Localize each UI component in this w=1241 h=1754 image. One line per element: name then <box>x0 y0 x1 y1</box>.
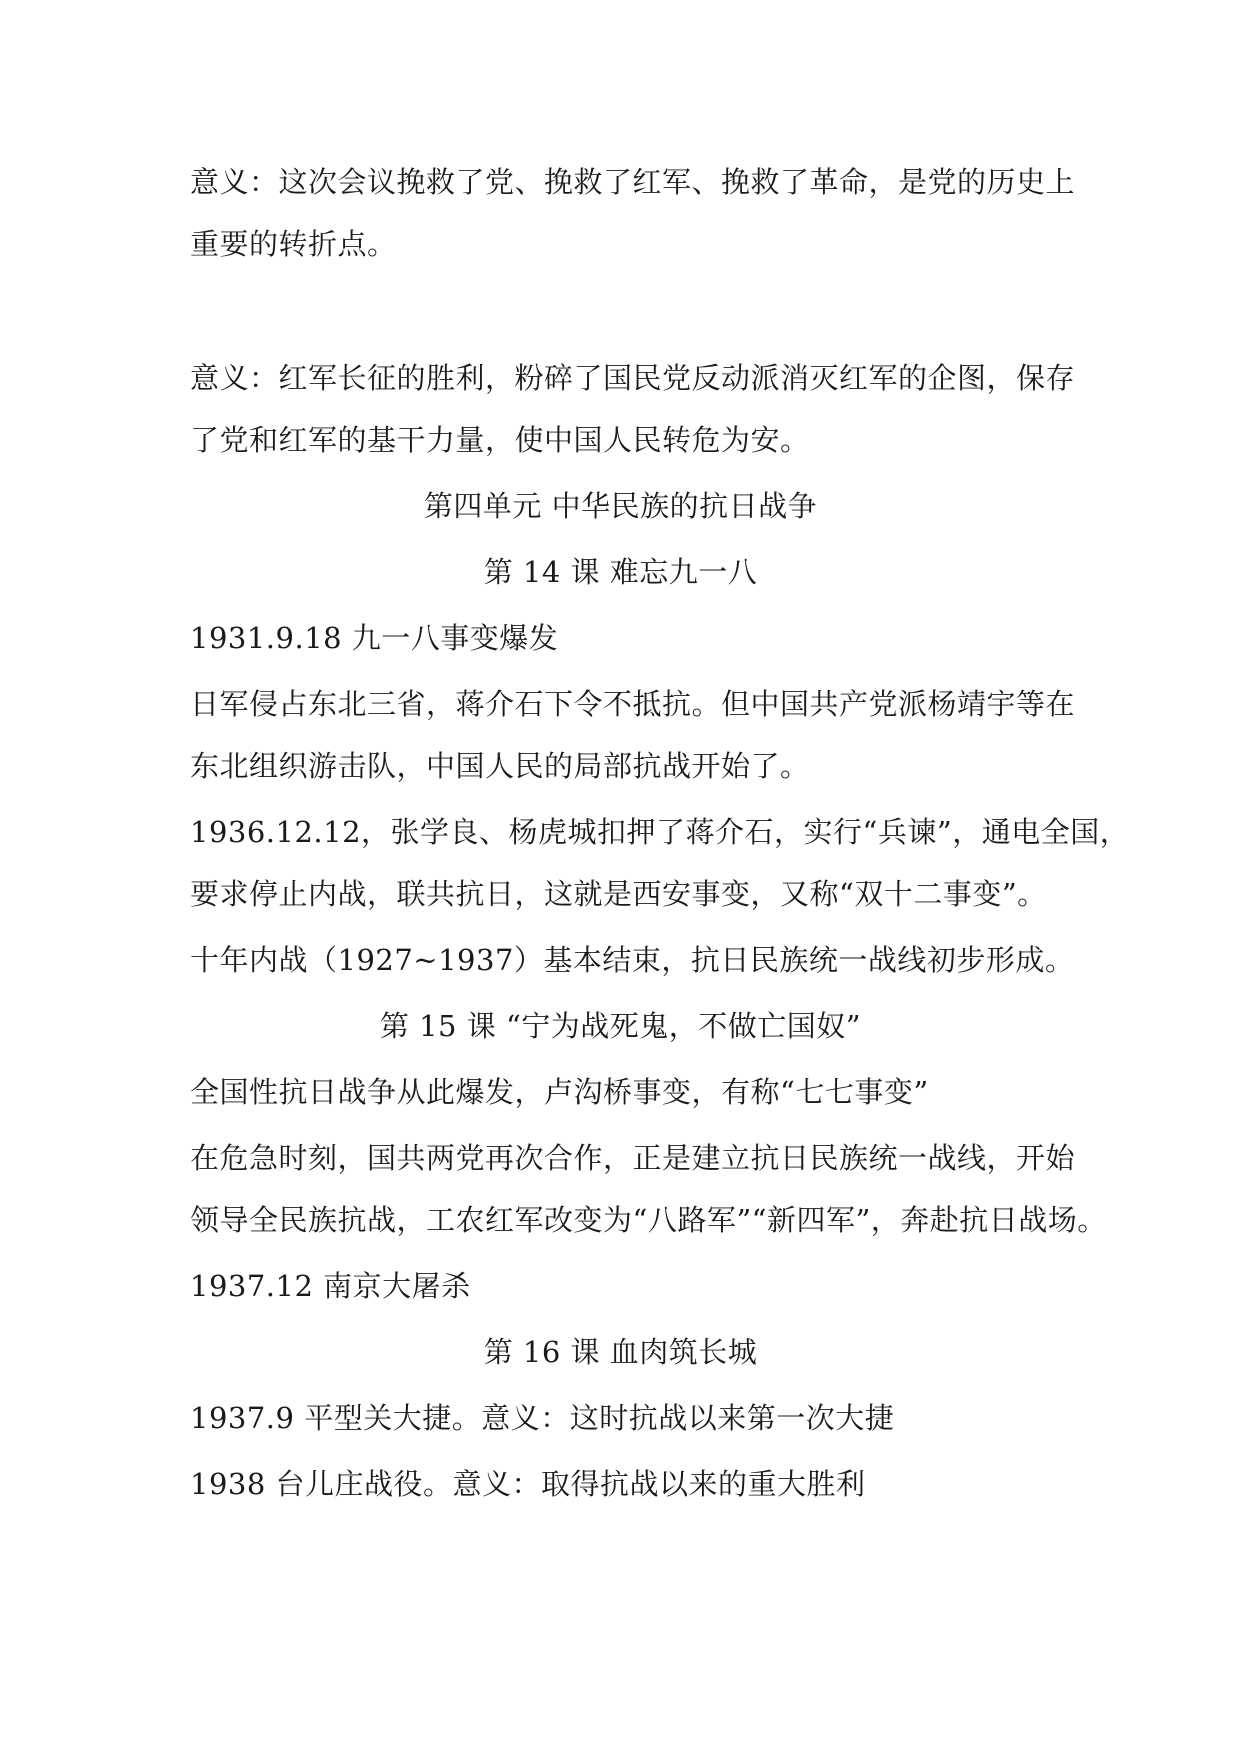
lesson-14-item-2-line-1: 日军侵占东北三省，蒋介石下令不抵抗。但中国共产党派杨靖宇等在 <box>190 687 1076 721</box>
lesson-14-item-2-line-2: 东北组织游击队，中国人民的局部抗战开始了。 <box>190 749 810 783</box>
lesson-14-item-4: 十年内战（1927~1937）基本结束，抗日民族统一战线初步形成。 <box>190 943 1075 977</box>
lesson-15-heading: 第 15 课 “宁为战死鬼，不做亡国奴” <box>379 1009 862 1043</box>
lesson-14-item-1: 1931.9.18 九一八事变爆发 <box>190 621 559 655</box>
lesson-15-item-2-line-2: 领导全民族抗战，工农红军改变为“八路军”“新四军”，奔赴抗日战场。 <box>190 1203 1107 1237</box>
lesson-15-item-1: 全国性抗日战争从此爆发，卢沟桥事变，有称“七七事变” <box>190 1075 929 1109</box>
lesson-16-item-2: 1938 台儿庄战役。意义：取得抗战以来的重大胜利 <box>190 1467 866 1501</box>
paragraph-long-march-significance-line-1: 意义：红军长征的胜利，粉碎了国民党反动派消灭红军的企图，保存 <box>190 361 1076 395</box>
paragraph-zunyi-significance-line-1: 意义：这次会议挽救了党、挽救了红军、挽救了革命，是党的历史上 <box>190 165 1076 199</box>
paragraph-long-march-significance-line-2: 了党和红军的基干力量，使中国人民转危为安。 <box>190 423 810 457</box>
lesson-15-item-2-line-1: 在危急时刻，国共两党再次合作，正是建立抗日民族统一战线，开始 <box>190 1141 1076 1175</box>
lesson-14-heading: 第 14 课 难忘九一八 <box>483 555 758 589</box>
unit-4-heading: 第四单元 中华民族的抗日战争 <box>423 489 818 523</box>
lesson-14-item-3-line-1: 1936.12.12，张学良、杨虎城扣押了蒋介石，实行“兵谏”，通电全国， <box>190 815 1130 849</box>
paragraph-zunyi-significance-line-2: 重要的转折点。 <box>190 227 397 261</box>
lesson-16-heading: 第 16 课 血肉筑长城 <box>483 1335 758 1369</box>
lesson-15-item-3: 1937.12 南京大屠杀 <box>190 1269 471 1303</box>
lesson-16-item-1: 1937.9 平型关大捷。意义：这时抗战以来第一次大捷 <box>190 1401 895 1435</box>
lesson-14-item-3-line-2: 要求停止内战，联共抗日，这就是西安事变，又称“双十二事变”。 <box>190 877 1047 911</box>
